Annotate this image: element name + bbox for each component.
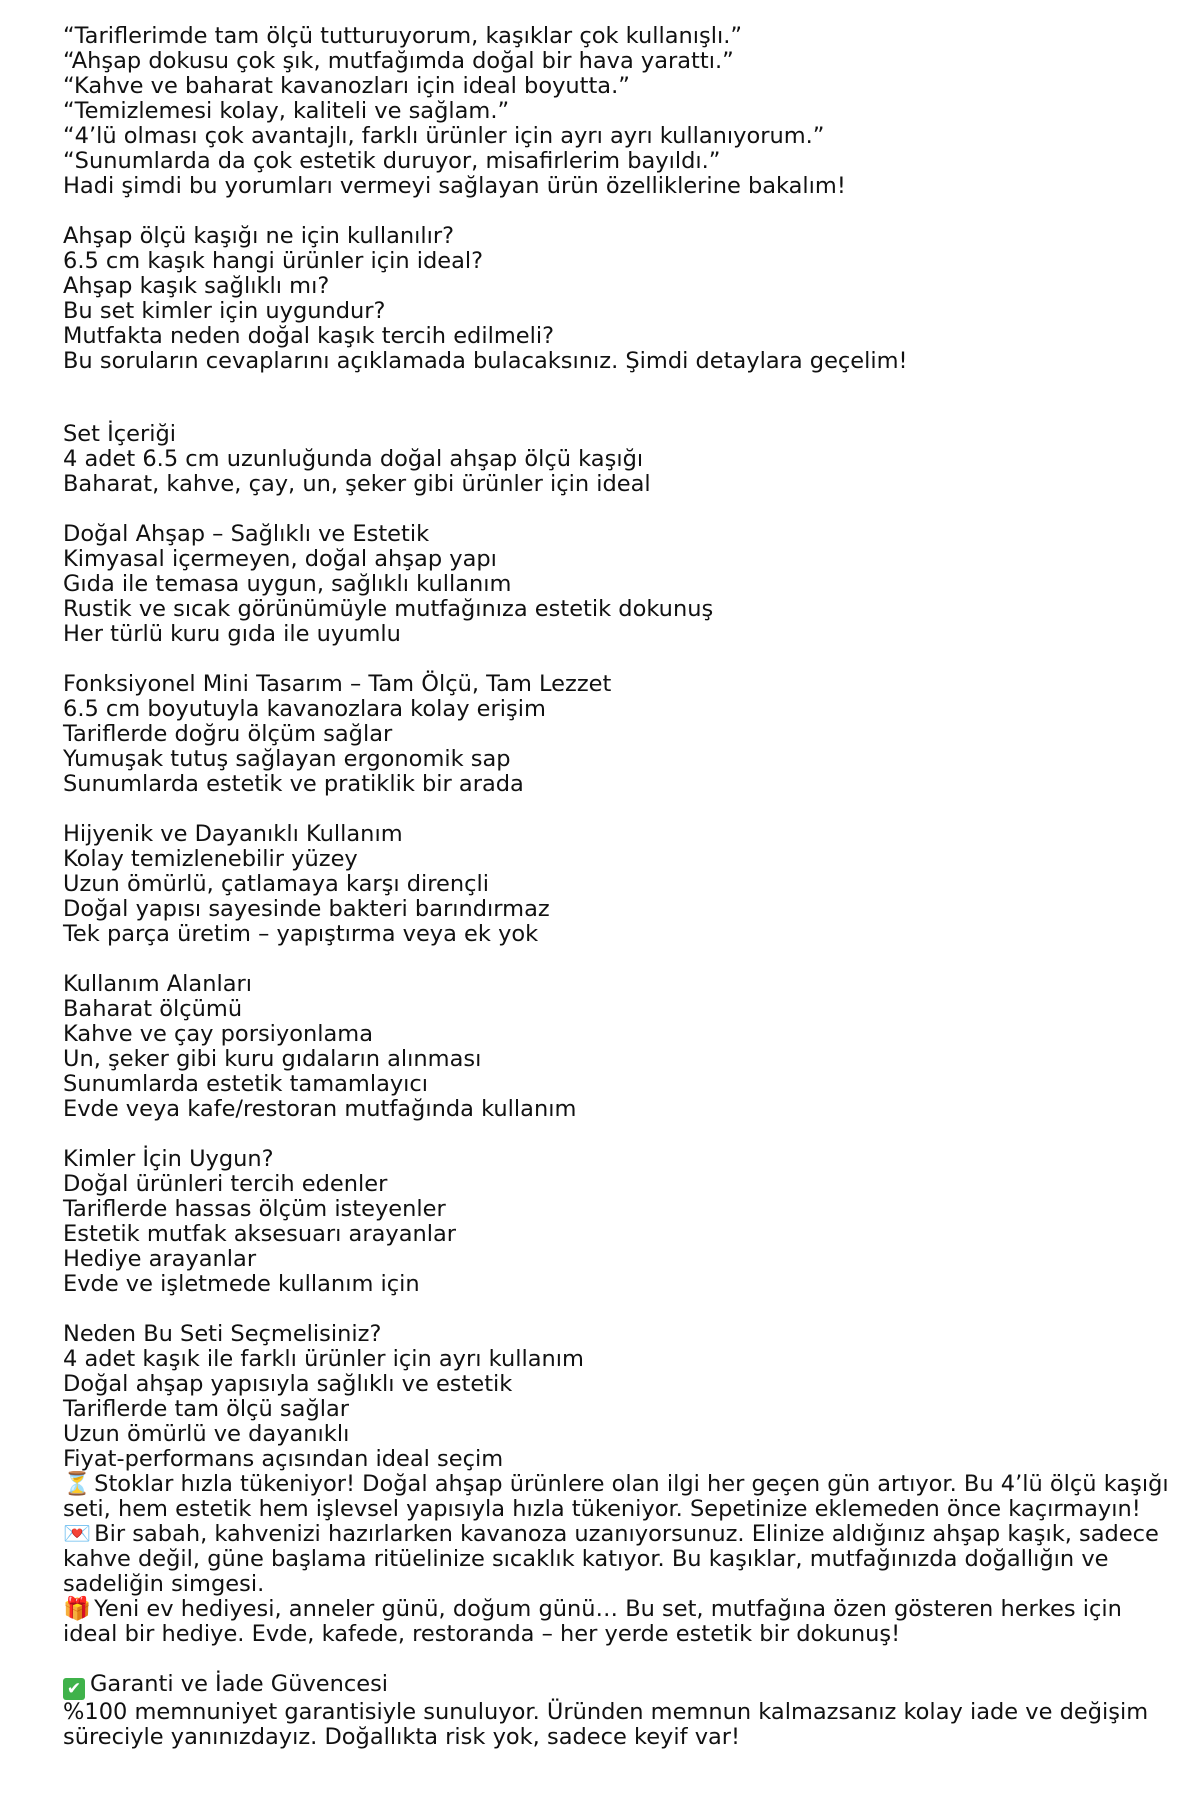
section-item: Baharat ölçümü — [63, 996, 243, 1022]
question-line: 6.5 cm kaşık hangi ürünler için ideal? — [63, 248, 484, 274]
guarantee-block — [63, 1672, 1176, 1750]
section-item: 6.5 cm boyutuyla kavanozlara kolay erişim — [63, 696, 546, 722]
section-item: Tek parça üretim – yapıştırma veya ek yok — [63, 921, 539, 947]
section-item: Kolay temizlenebilir yüzey — [63, 846, 358, 872]
question-line: Ahşap ölçü kaşığı ne için kullanılır? — [63, 223, 455, 249]
gift-callout — [63, 1597, 1173, 1647]
questions-block — [63, 224, 1176, 374]
section-item: Kahve ve çay porsiyonlama — [63, 1021, 374, 1047]
review-quote: “Kahve ve baharat kavanozları için ideal boyutta.” — [63, 73, 630, 99]
check-mark-icon: ✔ — [63, 1678, 85, 1700]
section-item: Rustik ve sıcak görünümüyle mutfağınıza estetik dokunuş — [63, 596, 714, 622]
section-heading: Fonksiyonel Mini Tasarım – Tam Ölçü, Tam Lezzet — [63, 671, 612, 697]
review-quote: “Tariflerimde tam ölçü tutturuyorum, kaşıklar çok kullanışlı.” — [63, 23, 743, 49]
section-item: Uzun ömürlü ve dayanıklı — [63, 1421, 350, 1447]
section-usage-areas — [63, 972, 1176, 1122]
morning-callout-text: Bir sabah, kahvenizi hazırlarken kavanoza uzanıyorsunuz. Elinize aldığınız ahşap kaşık, sadece kahve değil, güne başlama ritüelinize sıcaklık katıyor. Bu kaşıklar, mutfağınızda doğallığın ve sadeliğin simgesi. — [63, 1521, 1159, 1597]
questions-transition: Bu soruların cevaplarını açıklamada bulacaksınız. Şimdi detaylara geçelim! — [63, 348, 908, 374]
section-item: Evde ve işletmede kullanım için — [63, 1271, 420, 1297]
section-heading: Set İçeriği — [63, 421, 176, 447]
section-heading: Neden Bu Seti Seçmelisiniz? — [63, 1321, 382, 1347]
section-item: Un, şeker gibi kuru gıdaların alınması — [63, 1046, 482, 1072]
section-heading: Doğal Ahşap – Sağlıklı ve Estetik — [63, 521, 430, 547]
review-quote: “Sunumlarda da çok estetik duruyor, misafirlerim bayıldı.” — [63, 148, 721, 174]
section-item: Doğal yapısı sayesinde bakteri barındırmaz — [63, 896, 550, 922]
section-item: Her türlü kuru gıda ile uyumlu — [63, 621, 401, 647]
section-item: Uzun ömürlü, çatlamaya karşı dirençli — [63, 871, 490, 897]
section-why-this-set — [63, 1322, 1176, 1472]
review-quote: “4’lü olması çok avantajlı, farklı ürünler için ayrı ayrı kullanıyorum.” — [63, 123, 825, 149]
section-who-is-it-for — [63, 1147, 1176, 1297]
section-item: 4 adet kaşık ile farklı ürünler için ayrı kullanım — [63, 1346, 584, 1372]
hourglass-icon: ⏳ — [63, 1471, 92, 1497]
section-item: Doğal ürünleri tercih edenler — [63, 1171, 388, 1197]
section-heading: Kullanım Alanları — [63, 971, 252, 997]
gift-icon: 🎁 — [63, 1596, 92, 1622]
section-set-contents — [63, 422, 1176, 497]
section-functional-design — [63, 672, 1176, 797]
stock-callout-text: Stoklar hızla tükeniyor! Doğal ahşap ürünlere olan ilgi her geçen gün artıyor. Bu 4’lü ölçü kaşığı seti, hem estetik hem işlevsel yapısıyla hızla tükeniyor. Sepetinize eklemeden önce kaçırmayın! — [63, 1471, 1169, 1522]
section-item: Kimyasal içermeyen, doğal ahşap yapı — [63, 546, 497, 572]
section-item: Baharat, kahve, çay, un, şeker gibi ürünler için ideal — [63, 471, 651, 497]
section-item: Fiyat-performans açısından ideal seçim — [63, 1446, 504, 1472]
gift-callout-text: Yeni ev hediyesi, anneler günü, doğum günü… Bu set, mutfağına özen gösteren herkes için ideal bir hediye. Evde, kafede, restoranda – her yerde estetik bir dokunuş! — [63, 1596, 1122, 1647]
section-item: Sunumlarda estetik ve pratiklik bir arada — [63, 771, 524, 797]
review-quote: “Temizlemesi kolay, kaliteli ve sağlam.” — [63, 98, 510, 124]
stock-callout — [63, 1472, 1173, 1522]
section-item: Gıda ile temasa uygun, sağlıklı kullanım — [63, 571, 512, 597]
review-quote: “Ahşap dokusu çok şık, mutfağımda doğal bir hava yarattı.” — [63, 48, 734, 74]
section-heading: Kimler İçin Uygun? — [63, 1146, 274, 1172]
section-item: 4 adet 6.5 cm uzunluğunda doğal ahşap ölçü kaşığı — [63, 446, 644, 472]
question-line: Bu set kimler için uygundur? — [63, 298, 386, 324]
section-item: Estetik mutfak aksesuarı arayanlar — [63, 1221, 457, 1247]
section-item: Evde veya kafe/restoran mutfağında kullanım — [63, 1096, 577, 1122]
guarantee-title: Garanti ve İade Güvencesi — [90, 1671, 389, 1697]
section-heading: Hijyenik ve Dayanıklı Kullanım — [63, 821, 403, 847]
love-letter-icon: 💌 — [63, 1521, 92, 1547]
section-item: Hediye arayanlar — [63, 1246, 257, 1272]
section-natural-wood — [63, 522, 1176, 647]
guarantee-text: %100 memnuniyet garantisiyle sunuluyor. Üründen memnun kalmazsanız kolay iade ve değişim süreciyle yanınızdayız. Doğallıkta risk yok, sadece keyif var! — [63, 1699, 1149, 1750]
section-item: Tariflerde doğru ölçüm sağlar — [63, 721, 393, 747]
section-item: Sunumlarda estetik tamamlayıcı — [63, 1071, 429, 1097]
section-item: Doğal ahşap yapısıyla sağlıklı ve estetik — [63, 1371, 513, 1397]
morning-callout — [63, 1522, 1173, 1597]
reviews-transition: Hadi şimdi bu yorumları vermeyi sağlayan ürün özelliklerine bakalım! — [63, 173, 846, 199]
section-item: Tariflerde hassas ölçüm isteyenler — [63, 1196, 446, 1222]
question-line: Ahşap kaşık sağlıklı mı? — [63, 273, 330, 299]
section-item: Yumuşak tutuş sağlayan ergonomik sap — [63, 746, 511, 772]
section-hygienic-durable — [63, 822, 1176, 947]
reviews-block — [63, 24, 1176, 199]
section-item: Tariflerde tam ölçü sağlar — [63, 1396, 350, 1422]
guarantee-heading — [63, 1672, 1176, 1700]
question-line: Mutfakta neden doğal kaşık tercih edilmeli? — [63, 323, 555, 349]
